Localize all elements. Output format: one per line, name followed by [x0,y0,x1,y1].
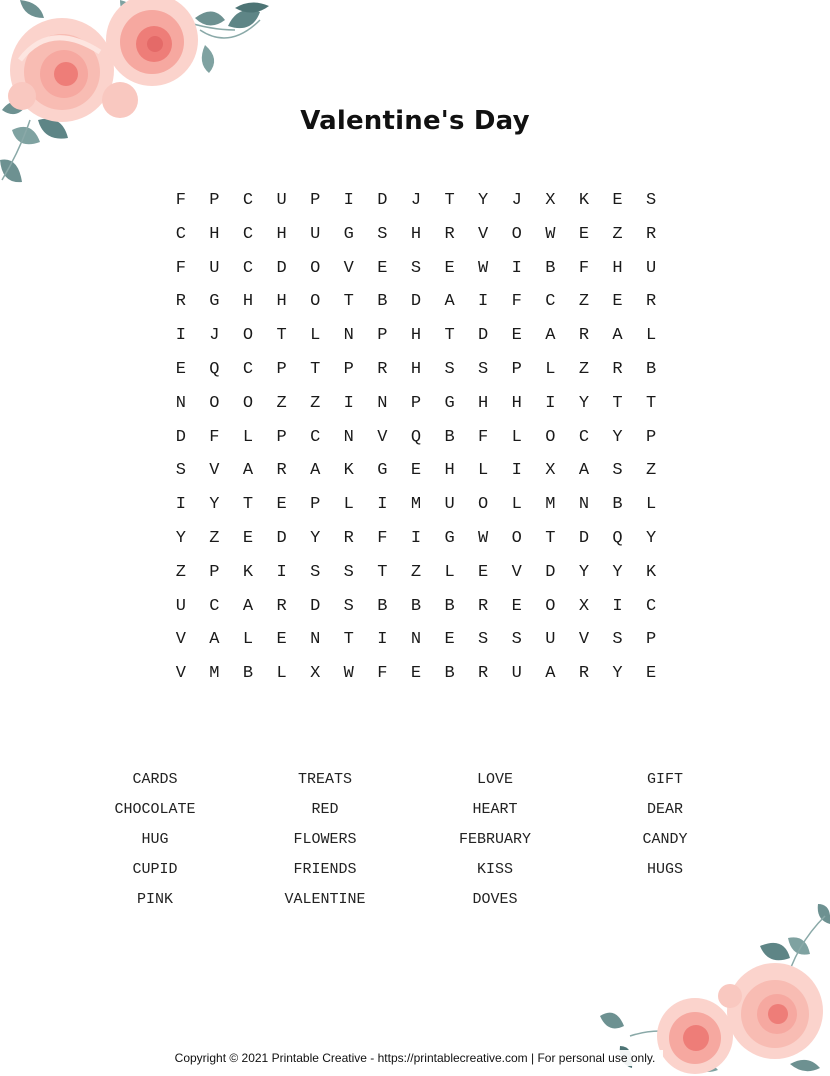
search-word: DOVES [472,891,518,908]
search-word: GIFT [646,771,683,788]
grid-letter: S [478,630,489,650]
grid-letter: P [209,562,220,582]
grid-row [164,556,668,590]
grid-letter: E [612,292,623,312]
grid-letter: V [343,258,354,278]
grid-letter: M [545,495,556,515]
grid-row [164,252,668,286]
grid-letter: U [646,258,657,278]
grid-letter: J [410,191,422,210]
grid-letter: W [478,528,489,548]
grid-letter: U [310,224,321,244]
grid-letter: H [410,224,422,244]
grid-letter: O [310,258,321,278]
page-title: Valentine's Day [300,106,530,136]
grid-letter: L [646,495,657,515]
grid-letter: I [612,596,623,616]
floral-decoration-top-left [0,0,290,200]
grid-letter: C [242,258,254,278]
grid-letter: H [444,461,455,481]
grid-letter: Z [612,224,623,244]
grid-letter: O [545,596,556,616]
grid-letter: R [478,664,489,684]
grid-letter: Y [612,664,623,684]
grid-letter: U [175,596,186,616]
grid-letter: A [444,292,455,312]
grid-letter: O [511,224,522,244]
grid-letter: V [377,427,388,447]
grid-letter: Q [410,427,422,447]
grid-letter: D [175,427,186,447]
grid-letter: F [578,258,590,278]
grid-letter: F [377,528,388,548]
grid-letter: U [545,630,556,650]
grid-letter: Q [209,359,220,379]
grid-letter: J [511,191,522,210]
grid-letter: H [276,292,287,312]
grid-row [164,387,668,421]
grid-letter: I [511,258,522,278]
grid-letter: E [410,461,422,481]
grid-letter: D [276,528,287,548]
grid-letter: V [478,224,489,244]
grid-letter: I [175,326,186,346]
grid-letter: A [545,664,556,684]
grid-letter: D [410,292,422,312]
grid-letter: E [276,630,287,650]
grid-letter: S [444,359,455,379]
copyright-text: Copyright © 2021 Printable Creative - https://printablecreative.com | For personal use only. [167,1050,664,1066]
grid-letter: T [646,393,657,413]
grid-letter: G [444,528,455,548]
grid-letter: B [545,258,556,278]
search-word: CHOCOLATE [114,801,196,818]
grid-letter: D [276,258,287,278]
grid-letter: K [646,562,657,582]
grid-letter: K [242,562,254,582]
rose-icon [106,0,198,86]
search-word: HUG [141,831,169,848]
grid-letter: P [276,359,287,379]
grid-row [164,454,668,488]
grid-letter: T [242,495,254,515]
grid-letter: G [444,393,455,413]
grid-letter: W [343,664,354,684]
grid-letter: A [242,461,254,481]
grid-letter: H [410,359,422,379]
grid-letter: C [310,427,321,447]
search-word: HUGS [646,861,683,878]
grid-letter: Y [578,393,590,413]
grid-letter: R [646,292,657,312]
grid-letter: P [209,191,220,210]
grid-letter: F [478,427,489,447]
grid-letter: X [545,191,556,210]
grid-letter: P [646,427,657,447]
grid-letter: E [377,258,388,278]
grid-letter: L [478,461,489,481]
grid-row [164,522,668,556]
grid-letter: O [545,427,556,447]
grid-letter: B [444,596,455,616]
grid-letter: Z [310,393,321,413]
grid-letter: O [310,292,321,312]
grid-letter: I [478,292,489,312]
grid-letter: S [343,562,354,582]
grid-letter: F [175,258,186,278]
grid-letter: P [377,326,388,346]
search-word: FEBRUARY [458,831,531,848]
grid-letter: E [276,495,287,515]
grid-letter: O [242,393,254,413]
search-word: PINK [136,891,173,908]
search-word: HEART [472,801,518,818]
grid-letter: N [410,630,422,650]
grid-letter: L [511,427,522,447]
grid-letter: B [646,359,657,379]
grid-letter: U [276,191,287,210]
search-word: TREATS [297,771,352,788]
grid-letter: L [646,326,657,346]
grid-letter: A [545,326,556,346]
grid-letter: D [545,562,556,582]
grid-row [164,353,668,387]
grid-letter: P [646,630,657,650]
grid-letter: R [276,596,287,616]
grid-letter: A [310,461,321,481]
grid-letter: L [310,326,321,346]
grid-letter: L [444,562,455,582]
grid-letter: Z [578,292,590,312]
grid-letter: W [478,258,489,278]
grid-letter: E [478,562,489,582]
grid-letter: D [578,528,590,548]
grid-letter: R [444,224,455,244]
grid-letter: X [578,596,590,616]
grid-letter: T [545,528,556,548]
grid-letter: Z [276,393,287,413]
grid-letter: I [175,495,186,515]
grid-letter: J [209,326,220,346]
grid-letter: V [175,630,186,650]
grid-letter: V [578,630,590,650]
grid-letter: L [343,495,354,515]
grid-letter: T [343,292,354,312]
grid-letter: E [410,664,422,684]
grid-letter: Z [175,562,186,582]
grid-letter: I [276,562,287,582]
grid-letter: T [444,191,455,210]
grid-letter: H [511,393,522,413]
grid-letter: E [444,630,455,650]
word-column [410,765,580,915]
grid-letter: D [377,191,388,210]
grid-letter: G [343,224,354,244]
grid-letter: A [242,596,254,616]
grid-letter: N [343,427,354,447]
grid-letter: N [377,393,388,413]
grid-letter: B [612,495,623,515]
grid-letter: Z [578,359,590,379]
grid-letter: Y [612,427,623,447]
grid-letter: E [242,528,254,548]
search-word: CANDY [642,831,688,848]
grid-letter: T [444,326,455,346]
grid-letter: C [209,596,220,616]
grid-letter: C [242,191,254,210]
grid-letter: Y [646,528,657,548]
grid-letter: P [310,495,321,515]
grid-letter: I [545,393,556,413]
grid-letter: A [209,630,220,650]
grid-letter: S [377,224,388,244]
grid-letter: T [276,326,287,346]
grid-letter: E [511,596,522,616]
copyright-footer [0,1050,830,1066]
word-column [240,765,410,915]
grid-letter: E [175,359,186,379]
grid-letter: H [410,326,422,346]
grid-letter: S [175,461,186,481]
grid-letter: E [646,664,657,684]
grid-letter: E [511,326,522,346]
grid-letter: R [478,596,489,616]
grid-letter: T [612,393,623,413]
grid-letter: S [511,630,522,650]
grid-letter: G [209,292,220,312]
grid-letter: F [175,191,186,210]
grid-letter: V [511,562,522,582]
grid-letter: R [612,359,623,379]
grid-letter: B [377,596,388,616]
grid-letter: I [343,191,354,210]
grid-letter: P [276,427,287,447]
grid-letter: V [209,461,220,481]
grid-letter: R [377,359,388,379]
grid-letter: L [276,664,287,684]
grid-row [164,285,668,319]
grid-letter: I [410,528,422,548]
grid-letter: T [377,562,388,582]
grid-letter: H [209,224,220,244]
grid-letter: Q [612,528,623,548]
grid-letter: Y [478,191,489,210]
grid-row [164,623,668,657]
grid-letter: R [578,664,590,684]
grid-letter: S [310,562,321,582]
grid-letter: L [545,359,556,379]
grid-letter: M [209,664,220,684]
grid-letter: U [511,664,522,684]
grid-letter: P [410,393,422,413]
search-word: DEAR [646,801,683,818]
grid-letter: S [478,359,489,379]
grid-letter: H [478,393,489,413]
grid-letter: Y [578,562,590,582]
grid-letter: Z [646,461,657,481]
grid-letter: O [209,393,220,413]
search-word: LOVE [476,771,513,788]
grid-letter: V [175,664,186,684]
grid-letter: T [343,630,354,650]
search-word: CUPID [132,861,178,878]
grid-letter: F [511,292,522,312]
grid-letter: T [310,359,321,379]
grid-letter: I [511,461,522,481]
grid-letter: Y [612,562,623,582]
grid-letter: R [276,461,287,481]
grid-letter: Y [209,495,220,515]
grid-letter: C [242,224,254,244]
grid-letter: I [377,630,388,650]
letter-grid [164,184,668,691]
grid-letter: B [444,427,455,447]
grid-letter: B [377,292,388,312]
grid-letter: C [242,359,254,379]
grid-letter: E [444,258,455,278]
grid-letter: N [578,495,590,515]
grid-letter: H [612,258,623,278]
grid-letter: I [377,495,388,515]
grid-letter: C [545,292,556,312]
grid-letter: E [612,191,623,210]
grid-letter: G [377,461,388,481]
grid-row [164,488,668,522]
word-column [580,765,750,915]
grid-letter: R [175,292,186,312]
grid-letter: S [612,630,623,650]
word-column [70,765,240,915]
grid-letter: P [343,359,354,379]
grid-letter: L [242,427,254,447]
grid-letter: O [511,528,522,548]
grid-row [164,657,668,691]
grid-letter: K [578,191,590,210]
grid-letter: Y [175,528,186,548]
grid-letter: S [343,596,354,616]
grid-letter: K [343,461,354,481]
grid-letter: L [511,495,522,515]
grid-letter: M [410,495,422,515]
grid-letter: O [478,495,489,515]
search-word: RED [311,801,339,818]
grid-letter: B [444,664,455,684]
grid-letter: E [578,224,590,244]
grid-letter: A [612,326,623,346]
grid-letter: H [242,292,254,312]
grid-letter: Z [410,562,422,582]
grid-letter: C [578,427,590,447]
grid-letter: R [578,326,590,346]
grid-letter: N [175,393,186,413]
grid-letter: P [310,191,321,210]
grid-letter: R [343,528,354,548]
grid-letter: Y [310,528,321,548]
grid-letter: Z [209,528,220,548]
grid-letter: B [410,596,422,616]
grid-letter: R [646,224,657,244]
grid-letter: H [276,224,287,244]
search-word: VALENTINE [284,891,366,908]
grid-letter: U [444,495,455,515]
grid-row [164,184,668,218]
grid-letter: S [646,191,657,210]
grid-letter: O [242,326,254,346]
grid-letter: U [209,258,220,278]
grid-letter: S [612,461,623,481]
grid-letter: F [209,427,220,447]
word-list [70,765,750,915]
grid-letter: L [242,630,254,650]
grid-letter: I [343,393,354,413]
grid-letter: D [310,596,321,616]
rose-icon [727,963,823,1059]
grid-letter: C [646,596,657,616]
search-word: CARDS [132,771,178,788]
grid-letter: F [377,664,388,684]
search-word: FLOWERS [293,831,357,848]
grid-letter: B [242,664,254,684]
grid-row [164,590,668,624]
grid-letter: S [410,258,422,278]
grid-row [164,218,668,252]
search-word: KISS [476,861,513,878]
grid-letter: C [175,224,186,244]
grid-letter: X [545,461,556,481]
grid-row [164,319,668,353]
grid-letter: N [343,326,354,346]
grid-letter: D [478,326,489,346]
grid-letter: N [310,630,321,650]
grid-letter: X [310,664,321,684]
grid-letter: P [511,359,522,379]
search-word: FRIENDS [293,861,357,878]
grid-letter: A [578,461,590,481]
grid-letter: W [545,224,556,244]
grid-row [164,421,668,455]
